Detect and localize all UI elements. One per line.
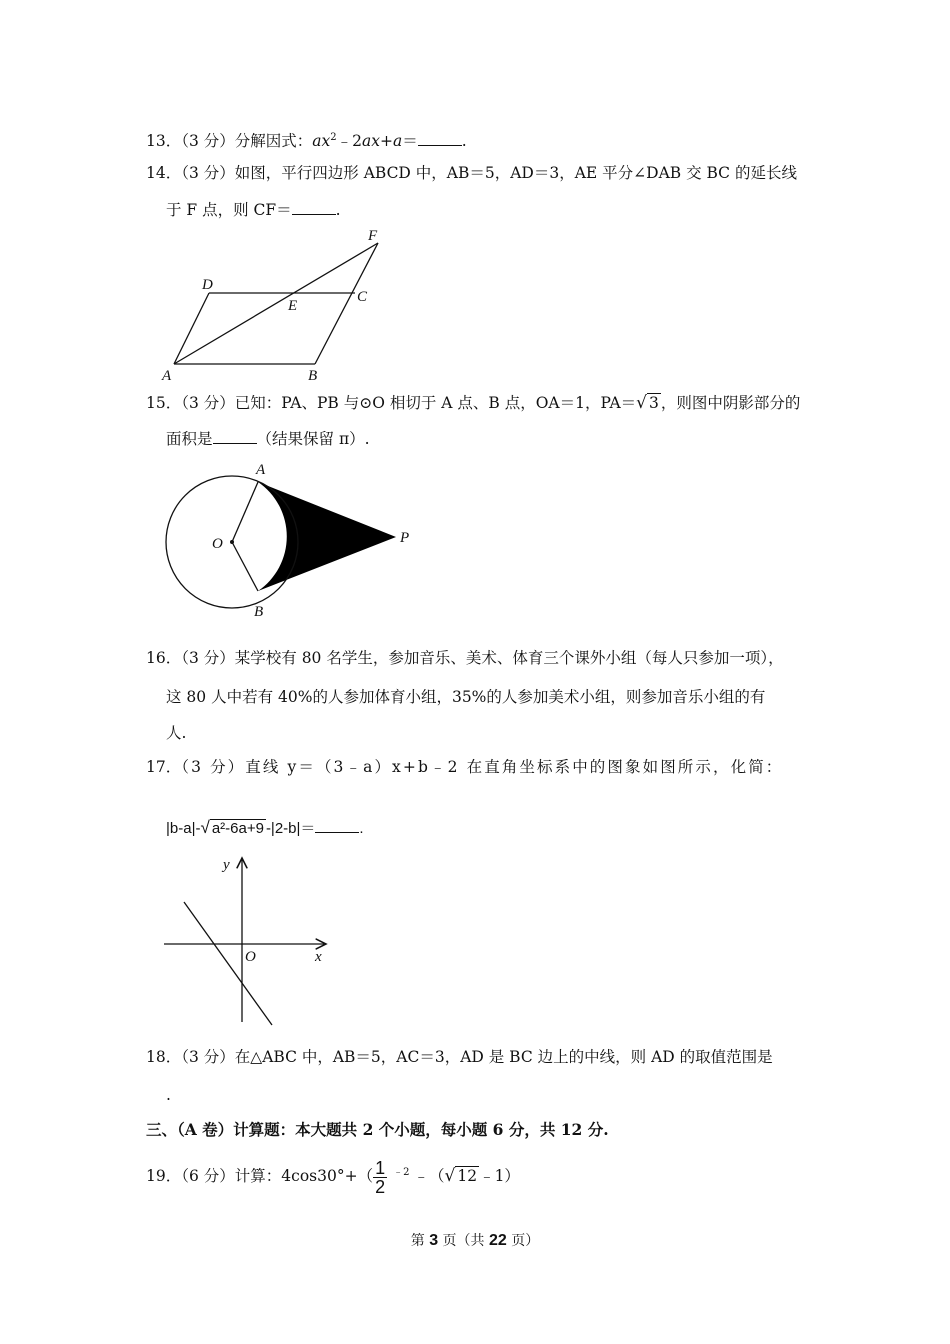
- q14-text-1: （3 分）如图，平行四边形 ABCD 中，AB＝5，AD＝3，AE 平分∠DAB 交 BC 的延长线: [181, 164, 797, 182]
- question-14-line2: [166, 200, 341, 220]
- parallelogram-figure: [160, 226, 400, 386]
- segment-af: [174, 243, 378, 364]
- answer-blank: [292, 200, 336, 215]
- line-graph-figure: [160, 852, 340, 1032]
- q17-eq: ＝: [300, 820, 316, 837]
- q18-number: 18．: [146, 1048, 182, 1066]
- q13-expr-sup: 2: [330, 132, 337, 143]
- q13-expr-f: ＝: [402, 132, 418, 150]
- q19-b: ﹣（: [413, 1167, 445, 1185]
- q18-text-1: （3 分）在△ABC 中，AB＝5，AC＝3，AD 是 BC 边上的中线，则 AD 的取值范围是: [181, 1048, 773, 1066]
- question-16-line2: [166, 687, 765, 707]
- question-18-line2: [166, 1085, 171, 1105]
- label-d: D: [202, 277, 213, 293]
- q19-radicand: 12: [457, 1167, 478, 1185]
- q13-expr-e: a: [393, 132, 403, 150]
- answer-blank: [315, 818, 359, 833]
- q13-number: 13．: [146, 132, 182, 150]
- q16-number: 16．: [146, 649, 182, 667]
- label-e: E: [288, 298, 298, 314]
- footer-post: 页）: [506, 1233, 540, 1249]
- q17-expr-b: -|2-b|: [265, 820, 301, 837]
- q15-text-2a: 面积是: [166, 430, 213, 448]
- circle-tangent-figure: [160, 458, 420, 628]
- q17-number: 17．: [146, 758, 182, 776]
- section-3-heading: [146, 1120, 609, 1140]
- q15-text-2b: （结果保留 π）.: [256, 430, 370, 448]
- question-15-line2: [166, 429, 370, 449]
- sqrt-icon: √: [200, 818, 210, 837]
- q13-expr-d: +: [380, 132, 394, 150]
- q13-score: （3 分）: [181, 132, 235, 150]
- question-17-line1: [146, 757, 783, 777]
- q13-expr-a: ax: [312, 132, 331, 150]
- radius-oa: [232, 482, 258, 542]
- q19-number: 19．: [146, 1167, 182, 1185]
- footer-total-pages: 22: [489, 1232, 507, 1249]
- q13-expr-b: ﹣2: [336, 132, 363, 150]
- radius-ob: [232, 542, 258, 591]
- fraction-one-half: [373, 1159, 387, 1196]
- label-b: B: [308, 368, 318, 384]
- question-18-line1: [146, 1047, 773, 1067]
- q14-end: .: [335, 201, 341, 219]
- q17-expr-a: |b-a|-: [166, 820, 201, 837]
- function-line: [184, 902, 272, 1025]
- q16-text-2: 这 80 人中若有 40%的人参加体育小组，35%的人参加美术小组，则参加音乐小组的有: [166, 688, 766, 706]
- label-y: y: [223, 857, 230, 873]
- q19-a: 4cos30°+（: [281, 1167, 374, 1185]
- footer-pre: 第: [410, 1233, 430, 1249]
- section-3-title: 三、（A 卷）计算题：本大题共 2 个小题，每小题 6 分，共 12 分.: [146, 1120, 609, 1139]
- question-16-line3: [166, 723, 186, 743]
- fraction-numerator: 1: [375, 1157, 386, 1178]
- q17-radicand: a²-6a+9: [211, 820, 264, 837]
- question-17-expression: [166, 818, 364, 839]
- question-16-line1: [146, 648, 784, 668]
- question-15-line1: [146, 393, 800, 413]
- footer-mid: 页（共: [438, 1233, 489, 1249]
- label-f: F: [368, 228, 378, 244]
- sqrt-icon: √: [444, 1166, 456, 1186]
- footer-page-number: 3: [429, 1232, 439, 1249]
- fraction-denominator: 2: [375, 1176, 386, 1197]
- q13-stem: 分解因式：: [234, 132, 313, 150]
- answer-blank: [418, 131, 462, 146]
- q13-expr-c: ax: [362, 132, 381, 150]
- center-point: [230, 540, 234, 544]
- label-a: A: [256, 462, 266, 478]
- q15-text-1a: （3 分）已知：PA、PB 与⊙O 相切于 A 点、B 点，OA＝1，PA＝: [181, 394, 637, 412]
- q16-text-1: （3 分）某学校有 80 名学生，参加音乐、美术、体育三个课外小组（每人只参加一项），: [181, 649, 784, 667]
- page-footer: [0, 1230, 950, 1250]
- q14-text-2: 于 F 点，则 CF＝: [166, 201, 292, 219]
- q14-number: 14．: [146, 164, 182, 182]
- q15-text-1b: ，则图中阴影部分的: [660, 394, 801, 412]
- q18-text-2: .: [166, 1086, 171, 1104]
- question-19: [146, 1158, 520, 1196]
- q13-end: .: [461, 132, 467, 150]
- q15-number: 15．: [146, 394, 182, 412]
- label-o: O: [212, 536, 223, 552]
- q16-text-3: 人.: [166, 724, 187, 742]
- label-p: P: [400, 530, 410, 546]
- sqrt-icon: √: [636, 393, 648, 413]
- answer-blank: [213, 429, 257, 444]
- q19-score: （6 分）计算：: [181, 1167, 282, 1185]
- label-x: x: [315, 949, 322, 965]
- q15-radicand: 3: [649, 394, 659, 412]
- label-c: C: [357, 289, 368, 305]
- label-a: A: [162, 368, 172, 384]
- q17-end: .: [359, 820, 364, 837]
- question-13: [146, 128, 467, 151]
- question-14-line1: [146, 163, 797, 183]
- q17-text-1: （3 分）直线 y＝（3﹣a）x+b﹣2 在直角坐标系中的图象如图所示，化简：: [181, 758, 784, 776]
- shaded-region: [258, 482, 396, 591]
- q19-exponent: ﹣2: [393, 1167, 410, 1178]
- label-b: B: [254, 604, 264, 620]
- q19-c: ﹣1）: [479, 1167, 520, 1185]
- label-o: O: [245, 949, 256, 965]
